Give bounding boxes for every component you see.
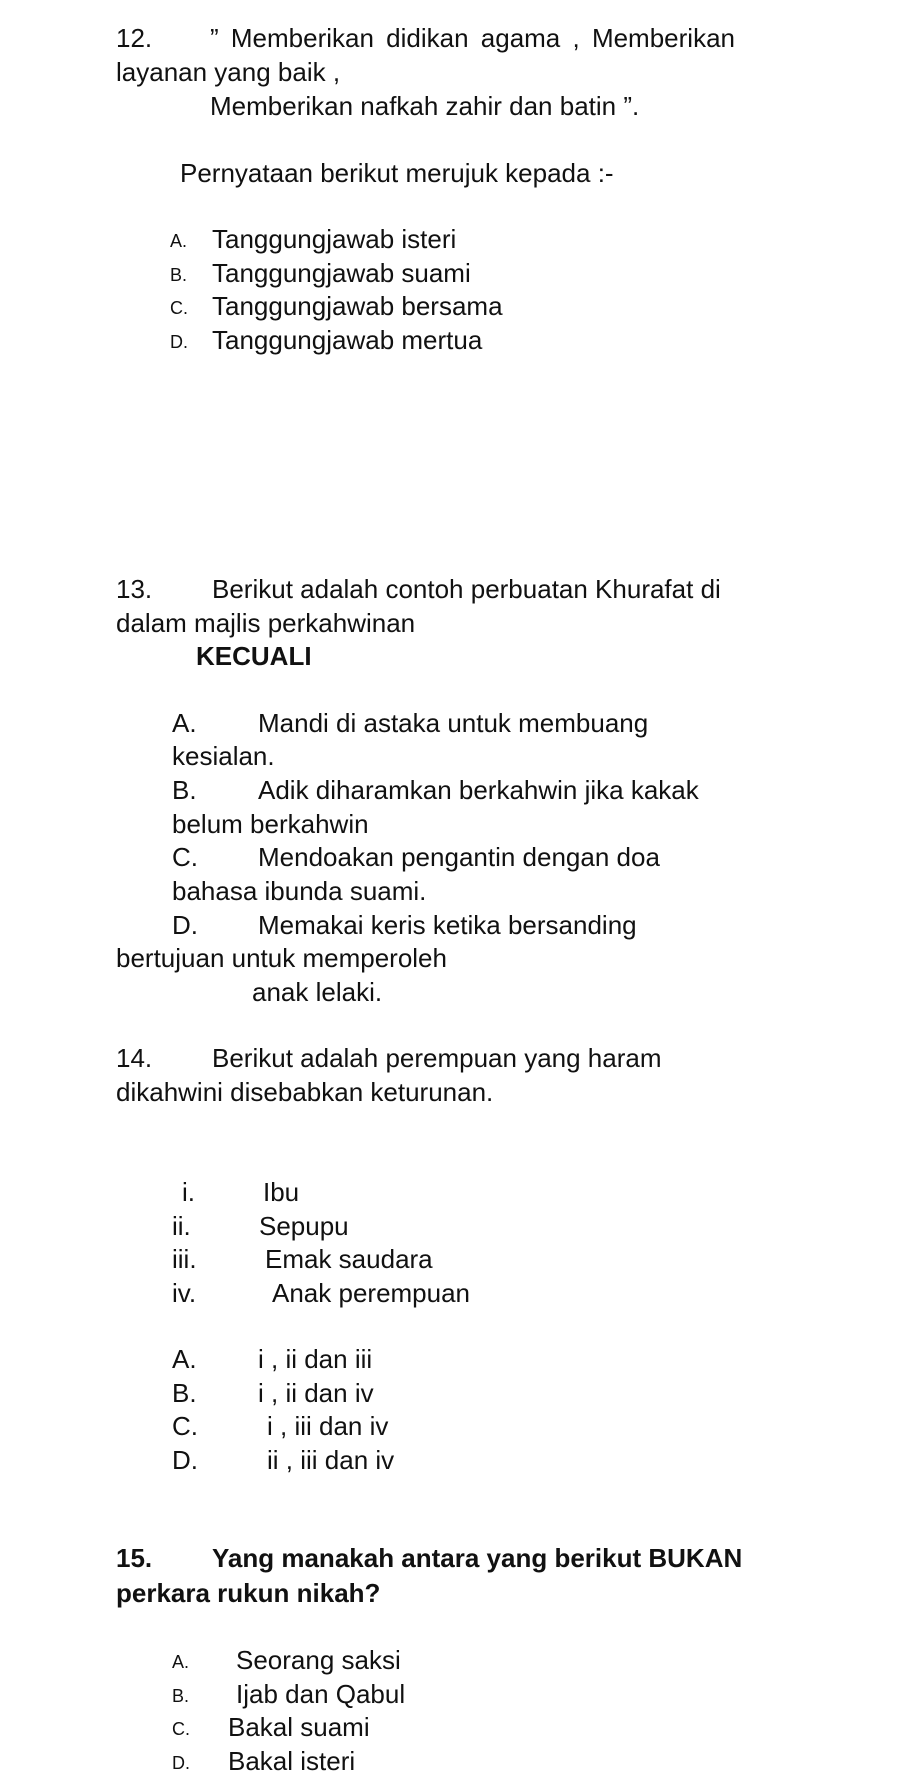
option-text: Mandi di astaka untuk membuang xyxy=(258,708,649,738)
option-text: Bakal isteri xyxy=(228,1746,356,1776)
statement-text: Sepupu xyxy=(259,1211,349,1241)
option-text: ii , iii dan iv xyxy=(267,1445,395,1475)
option-letter: C. xyxy=(172,842,198,872)
option-text: Ijab dan Qabul xyxy=(236,1679,406,1709)
question-number: 14. xyxy=(116,1043,153,1073)
option-text: Memakai keris ketika bersanding xyxy=(258,910,637,940)
option-letter: D. xyxy=(172,1445,198,1475)
question-prompt: Pernyataan berikut merujuk kepada :- xyxy=(180,158,614,188)
option-letter: A. xyxy=(170,231,188,251)
option-text: kesialan. xyxy=(172,741,275,771)
question-text-line: Yang manakah antara yang berikut BUKAN xyxy=(212,1543,743,1573)
statement-numeral: iii. xyxy=(172,1244,197,1274)
option-text: Adik diharamkan berkahwin jika kakak xyxy=(258,775,699,805)
option-letter: A. xyxy=(172,1344,197,1374)
option-letter: B. xyxy=(172,1378,197,1408)
option-letter: B. xyxy=(172,1686,190,1706)
question-text-line: perkara rukun nikah? xyxy=(116,1578,381,1608)
option-text: belum berkahwin xyxy=(172,809,369,839)
statement-text: Anak perempuan xyxy=(272,1278,471,1308)
option-text: Tanggungjawab suami xyxy=(212,258,471,288)
option-letter: B. xyxy=(172,775,197,805)
question-keyword: KECUALI xyxy=(196,641,312,671)
option-text: Tanggungjawab isteri xyxy=(212,224,457,254)
statement-text: Ibu xyxy=(263,1177,300,1207)
option-letter: D. xyxy=(172,910,198,940)
question-text-line: ” Memberikan didikan agama , Memberikan xyxy=(210,23,735,53)
option-text: Tanggungjawab bersama xyxy=(212,291,503,321)
question-number: 15. xyxy=(116,1543,153,1573)
question-text-line: Berikut adalah perempuan yang haram xyxy=(212,1043,662,1073)
question-number: 12. xyxy=(116,23,153,53)
option-text: i , ii dan iv xyxy=(258,1378,374,1408)
option-text: bahasa ibunda suami. xyxy=(172,876,427,906)
question-text-line: Berikut adalah contoh perbuatan Khurafat di xyxy=(212,574,721,604)
option-text: bertujuan untuk memperoleh xyxy=(116,943,447,973)
question-text-line: Memberikan nafkah zahir dan batin ”. xyxy=(210,91,640,121)
option-text: Mendoakan pengantin dengan doa xyxy=(258,842,660,872)
question-text-line: dalam majlis perkahwinan xyxy=(116,608,416,638)
statement-numeral: ii. xyxy=(172,1211,191,1241)
option-text: Seorang saksi xyxy=(236,1645,401,1675)
statement-numeral: iv. xyxy=(172,1278,197,1308)
question-text-line: layanan yang baik , xyxy=(116,57,341,87)
option-letter: B. xyxy=(170,265,188,285)
option-letter: C. xyxy=(170,298,188,318)
option-text: Tanggungjawab mertua xyxy=(212,325,483,355)
option-text: i , iii dan iv xyxy=(267,1411,389,1441)
option-letter: C. xyxy=(172,1411,198,1441)
option-text: Bakal suami xyxy=(228,1712,370,1742)
statement-text: Emak saudara xyxy=(265,1244,433,1274)
option-letter: A. xyxy=(172,1652,190,1672)
option-text: anak lelaki. xyxy=(252,977,383,1007)
option-letter: A. xyxy=(172,708,197,738)
option-letter: D. xyxy=(170,332,188,352)
option-letter: C. xyxy=(172,1719,190,1739)
statement-numeral: i. xyxy=(182,1177,195,1207)
option-letter: D. xyxy=(172,1753,190,1773)
question-number: 13. xyxy=(116,574,153,604)
question-text-line: dikahwini disebabkan keturunan. xyxy=(116,1077,494,1107)
option-text: i , ii dan iii xyxy=(258,1344,373,1374)
